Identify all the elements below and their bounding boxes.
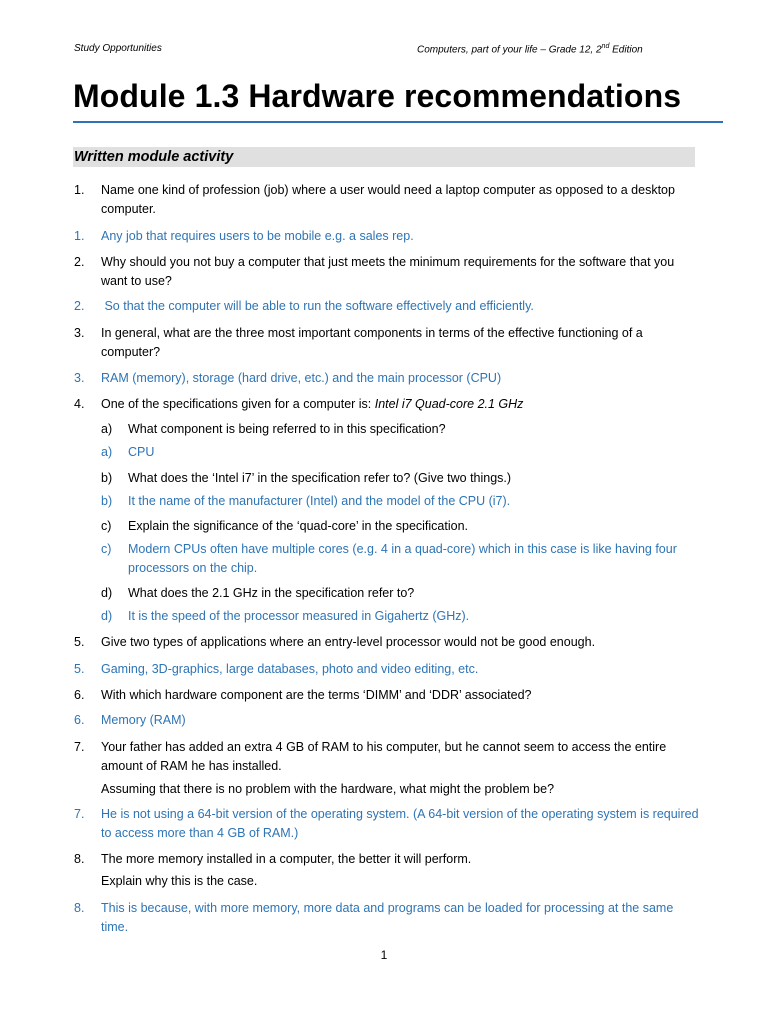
item-number: 6. — [74, 713, 85, 727]
answer-text: It the name of the manufacturer (Intel) and the model of the CPU (i7). — [128, 494, 511, 508]
question-text: Your father has added an extra 4 GB of RAM to his computer, but he cannot seem to access the entire amount of RAM he has installed. — [101, 740, 667, 773]
item-number: 6. — [74, 688, 85, 702]
item-number: 3. — [74, 371, 85, 385]
section-heading: Written module activity — [73, 147, 695, 167]
answer-text: It is the speed of the processor measured in Gigahertz (GHz). — [128, 609, 470, 623]
item-number: 2. — [74, 299, 85, 313]
question-text: Explain the significance of the ‘quad-core’ in the specification. — [128, 519, 469, 533]
specification-text: Intel i7 Quad-core 2.1 GHz — [374, 397, 524, 411]
question-text: What does the ‘Intel i7’ in the specification refer to? (Give two things.) — [128, 471, 512, 485]
page-number: 1 — [380, 948, 388, 962]
question-text: Assuming that there is no problem with the hardware, what might the problem be? — [101, 782, 555, 796]
item-number: 4. — [74, 397, 85, 411]
question-text: Name one kind of profession (job) where a user would need a laptop computer as opposed to a desktop computer. — [101, 183, 675, 216]
answer-text: CPU — [128, 445, 155, 459]
header-right-superscript: nd — [601, 43, 610, 50]
item-number: 3. — [74, 326, 85, 340]
item-number: 5. — [74, 635, 85, 649]
item-number: b) — [101, 471, 113, 485]
answer-text: Gaming, 3D-graphics, large databases, photo and video editing, etc. — [101, 662, 479, 676]
item-number: 1. — [74, 183, 85, 197]
item-number: 7. — [74, 740, 85, 754]
running-header-right — [417, 43, 643, 55]
answer-text: He is not using a 64-bit version of the operating system. (A 64-bit version of the operating system is required to access more than 4 GB of RAM.) — [101, 807, 699, 840]
question-text-plain: One of the specifications given for a computer is: — [101, 397, 375, 411]
answer-text: Modern CPUs often have multiple cores (e.g. 4 in a quad-core) which in this case is like having four processors on the chip. — [128, 542, 677, 575]
item-number: 8. — [74, 852, 85, 866]
question-text — [101, 395, 701, 414]
question-text: Why should you not buy a computer that just meets the minimum requirements for the software that you want to use? — [101, 255, 675, 288]
header-right-prefix: Computers, part of your life – Grade 12, 2 — [417, 44, 602, 56]
answer-text: Any job that requires users to be mobile e.g. a sales rep. — [101, 229, 414, 243]
question-text: In general, what are the three most important components in terms of the effective functioning of a computer? — [101, 326, 643, 359]
item-number: a) — [101, 422, 113, 436]
question-text: What component is being referred to in this specification? — [128, 422, 446, 436]
item-number: 7. — [74, 807, 85, 821]
item-number: d) — [101, 586, 113, 600]
item-number: d) — [101, 609, 113, 623]
question-text: Give two types of applications where an entry-level processor would not be good enough. — [101, 635, 596, 649]
question-text: What does the 2.1 GHz in the specification refer to? — [128, 586, 415, 600]
running-header-left: Study Opportunities — [74, 43, 162, 54]
item-number: c) — [101, 519, 112, 533]
answer-text: This is because, with more memory, more data and programs can be loaded for processing at the same time. — [101, 901, 674, 934]
item-number: 8. — [74, 901, 85, 915]
question-text: The more memory installed in a computer, the better it will perform. — [101, 852, 472, 866]
item-number: a) — [101, 445, 113, 459]
answer-text: Memory (RAM) — [101, 713, 186, 727]
item-number: b) — [101, 494, 113, 508]
title-divider — [73, 121, 723, 123]
answer-text: RAM (memory), storage (hard drive, etc.) and the main processor (CPU) — [101, 371, 502, 385]
item-number: 1. — [74, 229, 85, 243]
question-text: With which hardware component are the terms ‘DIMM’ and ‘DDR’ associated? — [101, 688, 532, 702]
item-number: 2. — [74, 255, 85, 269]
answer-text: So that the computer will be able to run the software effectively and efficiently. — [101, 299, 534, 313]
page-title: Module 1.3 Hardware recommendations — [73, 78, 682, 114]
item-number: c) — [101, 542, 112, 556]
item-number: 5. — [74, 662, 85, 676]
question-text: Explain why this is the case. — [101, 874, 258, 888]
header-right-suffix: Edition — [609, 44, 643, 56]
